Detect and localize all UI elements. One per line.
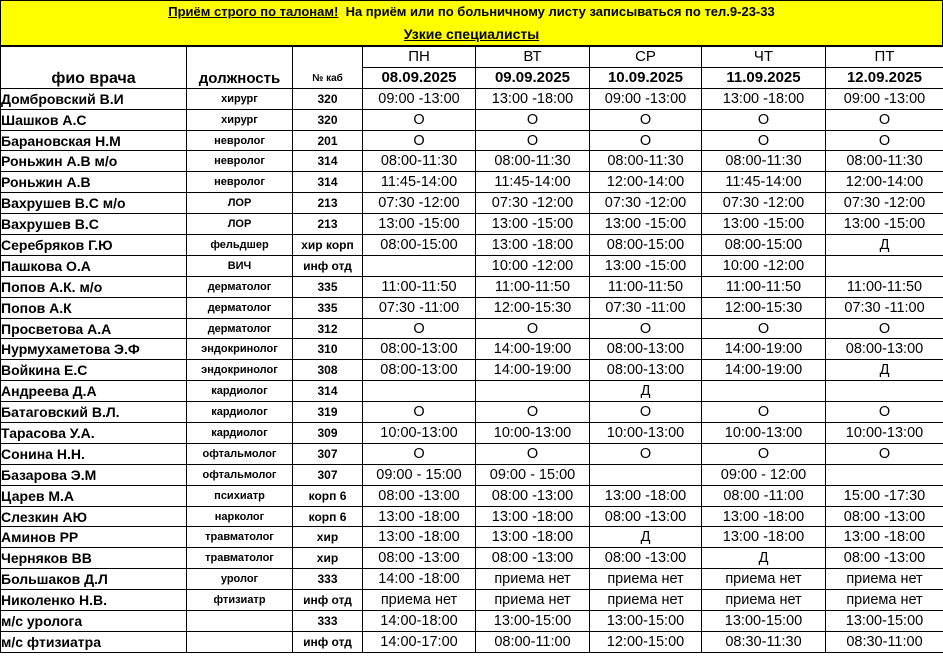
schedule-slot: 13:00 -18:00: [826, 527, 943, 548]
header-date: 08.09.2025: [363, 67, 476, 88]
table-row: [1, 318, 943, 339]
table-row: [1, 590, 943, 611]
schedule-slot: 08:00-11:30: [363, 151, 476, 172]
doctor-name: м/с фтизиатра: [1, 631, 187, 652]
schedule-slot: 13:00 -15:00: [590, 255, 702, 276]
schedule-slot: [826, 255, 943, 276]
room-number: 201: [293, 130, 363, 151]
schedule-slot: О: [826, 443, 943, 464]
room-number: 314: [293, 172, 363, 193]
section-title: Узкие специалисты: [403, 26, 540, 42]
table-row: [1, 631, 943, 652]
header-day: ПН: [363, 47, 476, 68]
schedule-slot: О: [476, 130, 590, 151]
room-number: 319: [293, 402, 363, 423]
table-row: [1, 569, 943, 590]
schedule-slot: 14:00-19:00: [476, 360, 590, 381]
schedule-slot: 08:00-11:30: [476, 151, 590, 172]
schedule-slot: 13:00 -18:00: [476, 527, 590, 548]
doctor-position: [187, 611, 293, 632]
header-date: 12.09.2025: [826, 67, 943, 88]
header-row-days: [1, 47, 943, 68]
room-number: 335: [293, 276, 363, 297]
doctor-position: кардиолог: [187, 423, 293, 444]
schedule-slot: приема нет: [826, 590, 943, 611]
schedule-slot: О: [363, 443, 476, 464]
doctor-position: ЛОР: [187, 193, 293, 214]
schedule-slot: 09:00 - 12:00: [702, 464, 826, 485]
header-position: должность: [187, 47, 293, 89]
schedule-slot: 13:00 -15:00: [590, 214, 702, 235]
header-day: ВТ: [476, 47, 590, 68]
schedule-slot: 13:00 -15:00: [476, 214, 590, 235]
schedule-slot: 14:00 -18:00: [363, 569, 476, 590]
schedule-slot: О: [702, 109, 826, 130]
schedule-slot: 13:00 -15:00: [702, 214, 826, 235]
doctor-position: травматолог: [187, 548, 293, 569]
doctor-name: Черняков ВВ: [1, 548, 187, 569]
room-number: 314: [293, 151, 363, 172]
schedule-slot: О: [590, 109, 702, 130]
schedule-slot: 13:00 -18:00: [702, 506, 826, 527]
table-row: [1, 443, 943, 464]
schedule-slot: О: [363, 109, 476, 130]
room-number: 307: [293, 464, 363, 485]
table-row: [1, 172, 943, 193]
schedule-slot: 12:00-15:00: [590, 631, 702, 652]
schedule-slot: 08:00-13:00: [590, 339, 702, 360]
doctor-position: ВИЧ: [187, 255, 293, 276]
room-number: 307: [293, 443, 363, 464]
doctor-name: Шашков А.С: [1, 109, 187, 130]
header-date: 09.09.2025: [476, 67, 590, 88]
schedule-slot: 10:00-13:00: [363, 423, 476, 444]
schedule-slot: 13:00 -18:00: [702, 88, 826, 109]
notice-phone: На приём или по больничному листу записываться по тел.9-23-33: [338, 4, 775, 19]
room-number: хир: [293, 527, 363, 548]
schedule-slot: 08:00 -13:00: [826, 506, 943, 527]
doctor-name: Войкина Е.С: [1, 360, 187, 381]
doctor-name: Вахрушев В.С м/о: [1, 193, 187, 214]
schedule-slot: О: [476, 402, 590, 423]
room-number: 309: [293, 423, 363, 444]
room-number: инф отд: [293, 255, 363, 276]
doctor-name: Вахрушев В.С: [1, 214, 187, 235]
schedule-slot: 15:00 -17:30: [826, 485, 943, 506]
schedule-slot: 08:00-11:30: [702, 151, 826, 172]
doctor-position: ЛОР: [187, 214, 293, 235]
schedule-slot: О: [590, 443, 702, 464]
schedule-slot: 10:00-13:00: [590, 423, 702, 444]
doctor-name: Пашкова О.А: [1, 255, 187, 276]
schedule-slot: 13:00 -15:00: [363, 214, 476, 235]
table-row: [1, 193, 943, 214]
room-number: 213: [293, 214, 363, 235]
schedule-slot: 13:00-15:00: [476, 611, 590, 632]
schedule-slot: 14:00-19:00: [476, 339, 590, 360]
schedule-slot: [826, 381, 943, 402]
schedule-slot: О: [702, 130, 826, 151]
doctor-position: нарколог: [187, 506, 293, 527]
doctor-position: эндокринолог: [187, 339, 293, 360]
schedule-slot: [702, 381, 826, 402]
room-number: корп 6: [293, 506, 363, 527]
schedule-slot: 13:00 -18:00: [476, 88, 590, 109]
schedule-slot: 14:00-18:00: [363, 611, 476, 632]
room-number: инф отд: [293, 590, 363, 611]
schedule-slot: О: [476, 318, 590, 339]
room-number: 333: [293, 611, 363, 632]
schedule-slot: 10:00 -12:00: [476, 255, 590, 276]
doctor-name: Базарова Э.М: [1, 464, 187, 485]
schedule-slot: 08:00 -11:00: [702, 485, 826, 506]
table-row: [1, 485, 943, 506]
schedule-slot: 07:30 -12:00: [590, 193, 702, 214]
schedule-slot: приема нет: [476, 590, 590, 611]
doctor-position: невролог: [187, 172, 293, 193]
schedule-slot: О: [476, 109, 590, 130]
schedule-slot: О: [826, 109, 943, 130]
schedule-slot: [476, 381, 590, 402]
schedule-slot: [363, 255, 476, 276]
schedule-slot: 13:00 -18:00: [363, 506, 476, 527]
doctor-name: Нурмухаметова Э.Ф: [1, 339, 187, 360]
doctor-name: Просветова А.А: [1, 318, 187, 339]
schedule-slot: 13:00 -18:00: [476, 506, 590, 527]
schedule-slot: 08:00-15:00: [702, 235, 826, 256]
schedule-slot: 07:30 -12:00: [702, 193, 826, 214]
schedule-slot: Д: [590, 527, 702, 548]
doctor-position: [187, 631, 293, 652]
schedule-slot: 13:00-15:00: [826, 611, 943, 632]
schedule-slot: 14:00-19:00: [702, 360, 826, 381]
schedule-slot: 09:00 -13:00: [363, 88, 476, 109]
schedule-slot: 08:00-13:00: [826, 339, 943, 360]
table-row: [1, 235, 943, 256]
schedule-slot: О: [590, 402, 702, 423]
notice-line: [1, 1, 942, 23]
table-row: [1, 130, 943, 151]
doctor-name: Роньжин А.В: [1, 172, 187, 193]
schedule-slot: 08:00-11:30: [590, 151, 702, 172]
schedule-table: [0, 46, 943, 653]
doctor-name: Барановская Н.М: [1, 130, 187, 151]
schedule-slot: 13:00-15:00: [590, 611, 702, 632]
notice-banner: [0, 0, 943, 46]
table-row: [1, 464, 943, 485]
room-number: хир: [293, 548, 363, 569]
doctor-position: фельдшер: [187, 235, 293, 256]
schedule-slot: О: [826, 318, 943, 339]
doctor-name: Большаков Д.Л: [1, 569, 187, 590]
schedule-slot: 13:00 -18:00: [590, 485, 702, 506]
room-number: 320: [293, 88, 363, 109]
schedule-slot: 11:45-14:00: [476, 172, 590, 193]
schedule-slot: 07:30 -11:00: [826, 297, 943, 318]
schedule-slot: 12:00-14:00: [826, 172, 943, 193]
room-number: 335: [293, 297, 363, 318]
room-number: хир корп: [293, 235, 363, 256]
doctor-position: офтальмолог: [187, 464, 293, 485]
header-name: фио врача: [1, 47, 187, 89]
schedule-slot: 13:00 -18:00: [363, 527, 476, 548]
schedule-slot: приема нет: [476, 569, 590, 590]
schedule-slot: 10:00 -12:00: [702, 255, 826, 276]
doctor-position: хирург: [187, 88, 293, 109]
table-row: [1, 611, 943, 632]
schedule-slot: 07:30 -11:00: [590, 297, 702, 318]
schedule-slot: 08:00 -13:00: [590, 506, 702, 527]
doctor-name: Аминов РР: [1, 527, 187, 548]
schedule-slot: 08:00-15:00: [590, 235, 702, 256]
schedule-slot: 09:00 - 15:00: [363, 464, 476, 485]
doctor-position: уролог: [187, 569, 293, 590]
table-row: [1, 527, 943, 548]
header-date: 11.09.2025: [702, 67, 826, 88]
schedule-slot: 11:00-11:50: [702, 276, 826, 297]
doctor-name: Попов А.К: [1, 297, 187, 318]
schedule-slot: Д: [702, 548, 826, 569]
schedule-slot: 13:00 -18:00: [476, 235, 590, 256]
table-row: [1, 423, 943, 444]
schedule-slot: 09:00 -13:00: [590, 88, 702, 109]
schedule-slot: 08:00-13:00: [590, 360, 702, 381]
table-row: [1, 548, 943, 569]
schedule-slot: приема нет: [363, 590, 476, 611]
doctor-position: кардиолог: [187, 402, 293, 423]
doctor-position: кардиолог: [187, 381, 293, 402]
doctor-name: Попов А.К. м/о: [1, 276, 187, 297]
schedule-slot: 12:00-15:30: [702, 297, 826, 318]
doctor-name: Серебряков Г.Ю: [1, 235, 187, 256]
doctor-name: Домбровский В.И: [1, 88, 187, 109]
doctor-position: дерматолог: [187, 318, 293, 339]
schedule-slot: 08:00 -13:00: [363, 485, 476, 506]
table-row: [1, 381, 943, 402]
schedule-slot: О: [363, 402, 476, 423]
header-day: ПТ: [826, 47, 943, 68]
schedule-slot: 11:00-11:50: [363, 276, 476, 297]
doctor-position: дерматолог: [187, 297, 293, 318]
doctor-name: Николенко Н.В.: [1, 590, 187, 611]
schedule-slot: 13:00 -15:00: [826, 214, 943, 235]
doctor-position: невролог: [187, 151, 293, 172]
schedule-slot: приема нет: [590, 590, 702, 611]
room-number: 312: [293, 318, 363, 339]
schedule-slot: Д: [590, 381, 702, 402]
room-number: 320: [293, 109, 363, 130]
doctor-position: травматолог: [187, 527, 293, 548]
table-row: [1, 339, 943, 360]
header-date: 10.09.2025: [590, 67, 702, 88]
schedule-slot: приема нет: [826, 569, 943, 590]
schedule-slot: 14:00-17:00: [363, 631, 476, 652]
schedule-slot: 13:00-15:00: [702, 611, 826, 632]
table-row: [1, 151, 943, 172]
header-room: № каб: [293, 47, 363, 89]
schedule-slot: О: [702, 402, 826, 423]
schedule-slot: 08:30-11:00: [826, 631, 943, 652]
schedule-slot: О: [590, 318, 702, 339]
table-row: [1, 402, 943, 423]
doctor-position: хирург: [187, 109, 293, 130]
schedule-slot: 07:30 -12:00: [826, 193, 943, 214]
room-number: 333: [293, 569, 363, 590]
doctor-position: фтизиатр: [187, 590, 293, 611]
room-number: корп 6: [293, 485, 363, 506]
schedule-slot: 11:45-14:00: [363, 172, 476, 193]
doctor-position: дерматолог: [187, 276, 293, 297]
room-number: 310: [293, 339, 363, 360]
schedule-slot: О: [826, 130, 943, 151]
schedule-slot: 08:00-11:30: [826, 151, 943, 172]
schedule-slot: 11:00-11:50: [476, 276, 590, 297]
schedule-slot: 08:00-11:00: [476, 631, 590, 652]
schedule-slot: О: [590, 130, 702, 151]
room-number: 213: [293, 193, 363, 214]
doctor-name: Батаговский В.Л.: [1, 402, 187, 423]
schedule-slot: 08:30-11:30: [702, 631, 826, 652]
doctor-position: психиатр: [187, 485, 293, 506]
schedule-slot: 08:00 -13:00: [590, 548, 702, 569]
doctor-name: Царев М.А: [1, 485, 187, 506]
doctor-position: невролог: [187, 130, 293, 151]
notice-strict: Приём строго по талонам!: [168, 4, 339, 19]
schedule-slot: 08:00-13:00: [363, 339, 476, 360]
schedule-slot: 09:00 -13:00: [826, 88, 943, 109]
doctor-position: офтальмолог: [187, 443, 293, 464]
schedule-slot: 11:00-11:50: [590, 276, 702, 297]
header-day: ЧТ: [702, 47, 826, 68]
doctor-name: Тарасова У.А.: [1, 423, 187, 444]
table-row: [1, 109, 943, 130]
schedule-slot: 12:00-15:30: [476, 297, 590, 318]
schedule-slot: 10:00-13:00: [476, 423, 590, 444]
schedule-slot: 09:00 - 15:00: [476, 464, 590, 485]
room-number: инф отд: [293, 631, 363, 652]
schedule-slot: приема нет: [702, 569, 826, 590]
schedule-slot: приема нет: [590, 569, 702, 590]
schedule-slot: 10:00-13:00: [702, 423, 826, 444]
doctor-name: м/с уролога: [1, 611, 187, 632]
schedule-slot: 14:00-19:00: [702, 339, 826, 360]
schedule-slot: 08:00-13:00: [363, 360, 476, 381]
schedule-slot: О: [363, 318, 476, 339]
room-number: 308: [293, 360, 363, 381]
table-row: [1, 214, 943, 235]
schedule-slot: 10:00-13:00: [826, 423, 943, 444]
header-day: СР: [590, 47, 702, 68]
schedule-slot: 08:00-15:00: [363, 235, 476, 256]
schedule-slot: [590, 464, 702, 485]
doctor-position: эндокринолог: [187, 360, 293, 381]
table-row: [1, 276, 943, 297]
schedule-slot: 08:00 -13:00: [476, 485, 590, 506]
doctor-name: Андреева Д.А: [1, 381, 187, 402]
doctor-name: Роньжин А.В м/о: [1, 151, 187, 172]
table-row: [1, 88, 943, 109]
schedule-slot: 08:00 -13:00: [363, 548, 476, 569]
schedule-slot: 07:30 -12:00: [476, 193, 590, 214]
schedule-slot: [826, 464, 943, 485]
table-row: [1, 297, 943, 318]
schedule-slot: Д: [826, 235, 943, 256]
doctor-name: Слезкин АЮ: [1, 506, 187, 527]
schedule-slot: 08:00 -13:00: [476, 548, 590, 569]
schedule-slot: приема нет: [702, 590, 826, 611]
schedule-slot: 11:00-11:50: [826, 276, 943, 297]
schedule-slot: 07:30 -12:00: [363, 193, 476, 214]
schedule-slot: О: [826, 402, 943, 423]
schedule-slot: [363, 381, 476, 402]
table-row: [1, 360, 943, 381]
schedule-slot: 12:00-14:00: [590, 172, 702, 193]
table-row: [1, 255, 943, 276]
schedule-slot: 08:00 -13:00: [826, 548, 943, 569]
schedule-slot: 11:45-14:00: [702, 172, 826, 193]
schedule-slot: О: [476, 443, 590, 464]
schedule-slot: О: [702, 443, 826, 464]
room-number: 314: [293, 381, 363, 402]
schedule-slot: 07:30 -11:00: [363, 297, 476, 318]
schedule-slot: О: [363, 130, 476, 151]
doctor-name: Сонина Н.Н.: [1, 443, 187, 464]
schedule-slot: О: [702, 318, 826, 339]
table-row: [1, 506, 943, 527]
schedule-slot: 13:00 -18:00: [702, 527, 826, 548]
schedule-rows: [1, 88, 943, 652]
schedule-slot: Д: [826, 360, 943, 381]
